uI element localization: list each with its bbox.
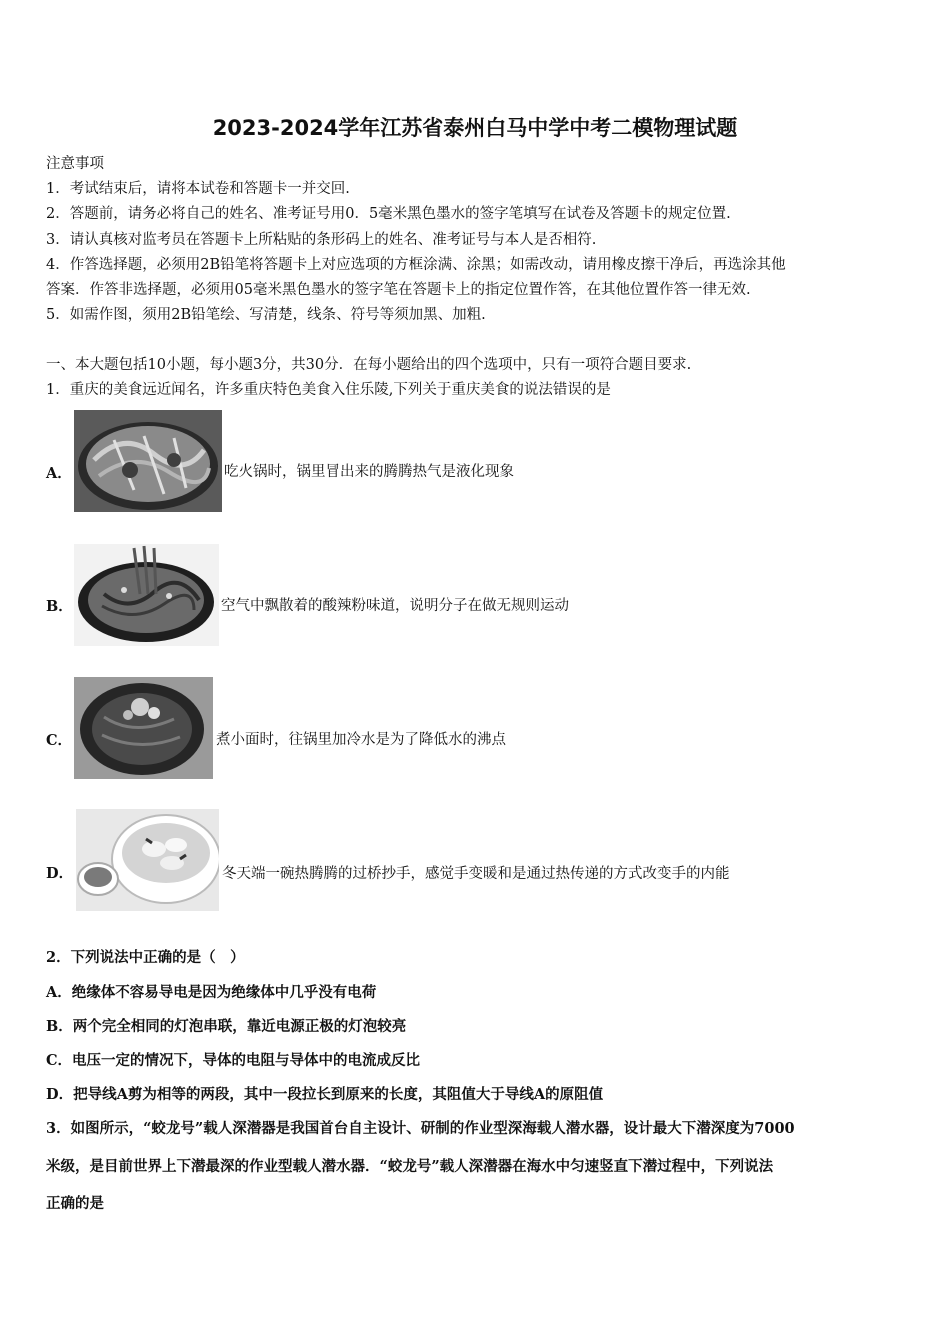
- option-text: 空气中飘散着的酸辣粉味道，说明分子在做无规则运动: [221, 598, 569, 614]
- noodles-photo: [74, 544, 219, 646]
- notice-item: 4．作答选择题，必须用2B铅笔将答题卡上对应选项的方框涂满、涂黑；如需改动，请用橡皮擦干净后，再选涂其他: [46, 257, 786, 273]
- option-letter: C．: [46, 732, 73, 749]
- question-3-line: 正确的是: [46, 1195, 104, 1212]
- question-3-line: 3．如图所示，“蛟龙号”载人深潜器是我国首台自主设计、研制的作业型深海载人潜水器，设计最大下潜深度为7000: [46, 1120, 795, 1137]
- notice-item: 3．请认真核对监考员在答题卡上所粘贴的条形码上的姓名、准考证号与本人是否相符.: [46, 232, 597, 248]
- question-2-option: C．电压一定的情况下，导体的电阻与导体中的电流成反比: [46, 1052, 421, 1069]
- section-heading: 一、本大题包括10小题，每小题3分，共30分．在每小题给出的四个选项中，只有一项符合题目要求.: [46, 357, 692, 373]
- page-title: 2023-2024学年江苏省泰州白马中学中考二模物理试题: [212, 116, 738, 140]
- option-text: 煮小面时，往锅里加冷水是为了降低水的沸点: [216, 732, 506, 748]
- option-text: 冬天端一碗热腾腾的过桥抄手，感觉手变暖和是通过热传递的方式改变手的内能: [222, 866, 730, 882]
- option-letter: A．: [46, 465, 72, 482]
- chaoshou-photo: [76, 809, 219, 911]
- option-letter: B．: [46, 598, 73, 615]
- question-2-stem: 2．下列说法中正确的是（ ）: [46, 949, 245, 966]
- notice-item: 5．如需作图，须用2B铅笔绘、写清楚，线条、符号等须加黑、加粗.: [46, 307, 486, 323]
- notice-item: 1．考试结束后，请将本试卷和答题卡一并交回.: [46, 181, 350, 197]
- notice-item: 答案．作答非选择题，必须用05毫米黑色墨水的签字笔在答题卡上的指定位置作答，在其他位置作答一律无效.: [46, 282, 751, 298]
- notice-heading: 注意事项: [46, 156, 104, 172]
- question-2-option: B．两个完全相同的灯泡串联，靠近电源正极的灯泡较亮: [46, 1018, 407, 1035]
- hotpot-photo: [74, 410, 222, 512]
- question-2-option: A．绝缘体不容易导电是因为绝缘体中几乎没有电荷: [46, 984, 377, 1001]
- question-1-stem: 1．重庆的美食远近闻名，许多重庆特色美食入住乐陵,下列关于重庆美食的说法错误的是: [46, 382, 611, 398]
- question-3-line: 米级，是目前世界上下潜最深的作业型载人潜水器．“蛟龙号”载人深潜器在海水中匀速竖直下潜过程中，下列说法: [46, 1158, 774, 1175]
- notice-item: 2．答题前，请务必将自己的姓名、准考证号用0．5毫米黑色墨水的签字笔填写在试卷及答题卡的规定位置.: [46, 206, 731, 222]
- xiaomian-photo: [74, 677, 213, 779]
- question-2-option: D．把导线A剪为相等的两段，其中一段拉长到原来的长度，其阻值大于导线A的原阻值: [46, 1086, 604, 1103]
- option-letter: D．: [46, 865, 74, 882]
- option-text: 吃火锅时，锅里冒出来的腾腾热气是液化现象: [224, 464, 514, 480]
